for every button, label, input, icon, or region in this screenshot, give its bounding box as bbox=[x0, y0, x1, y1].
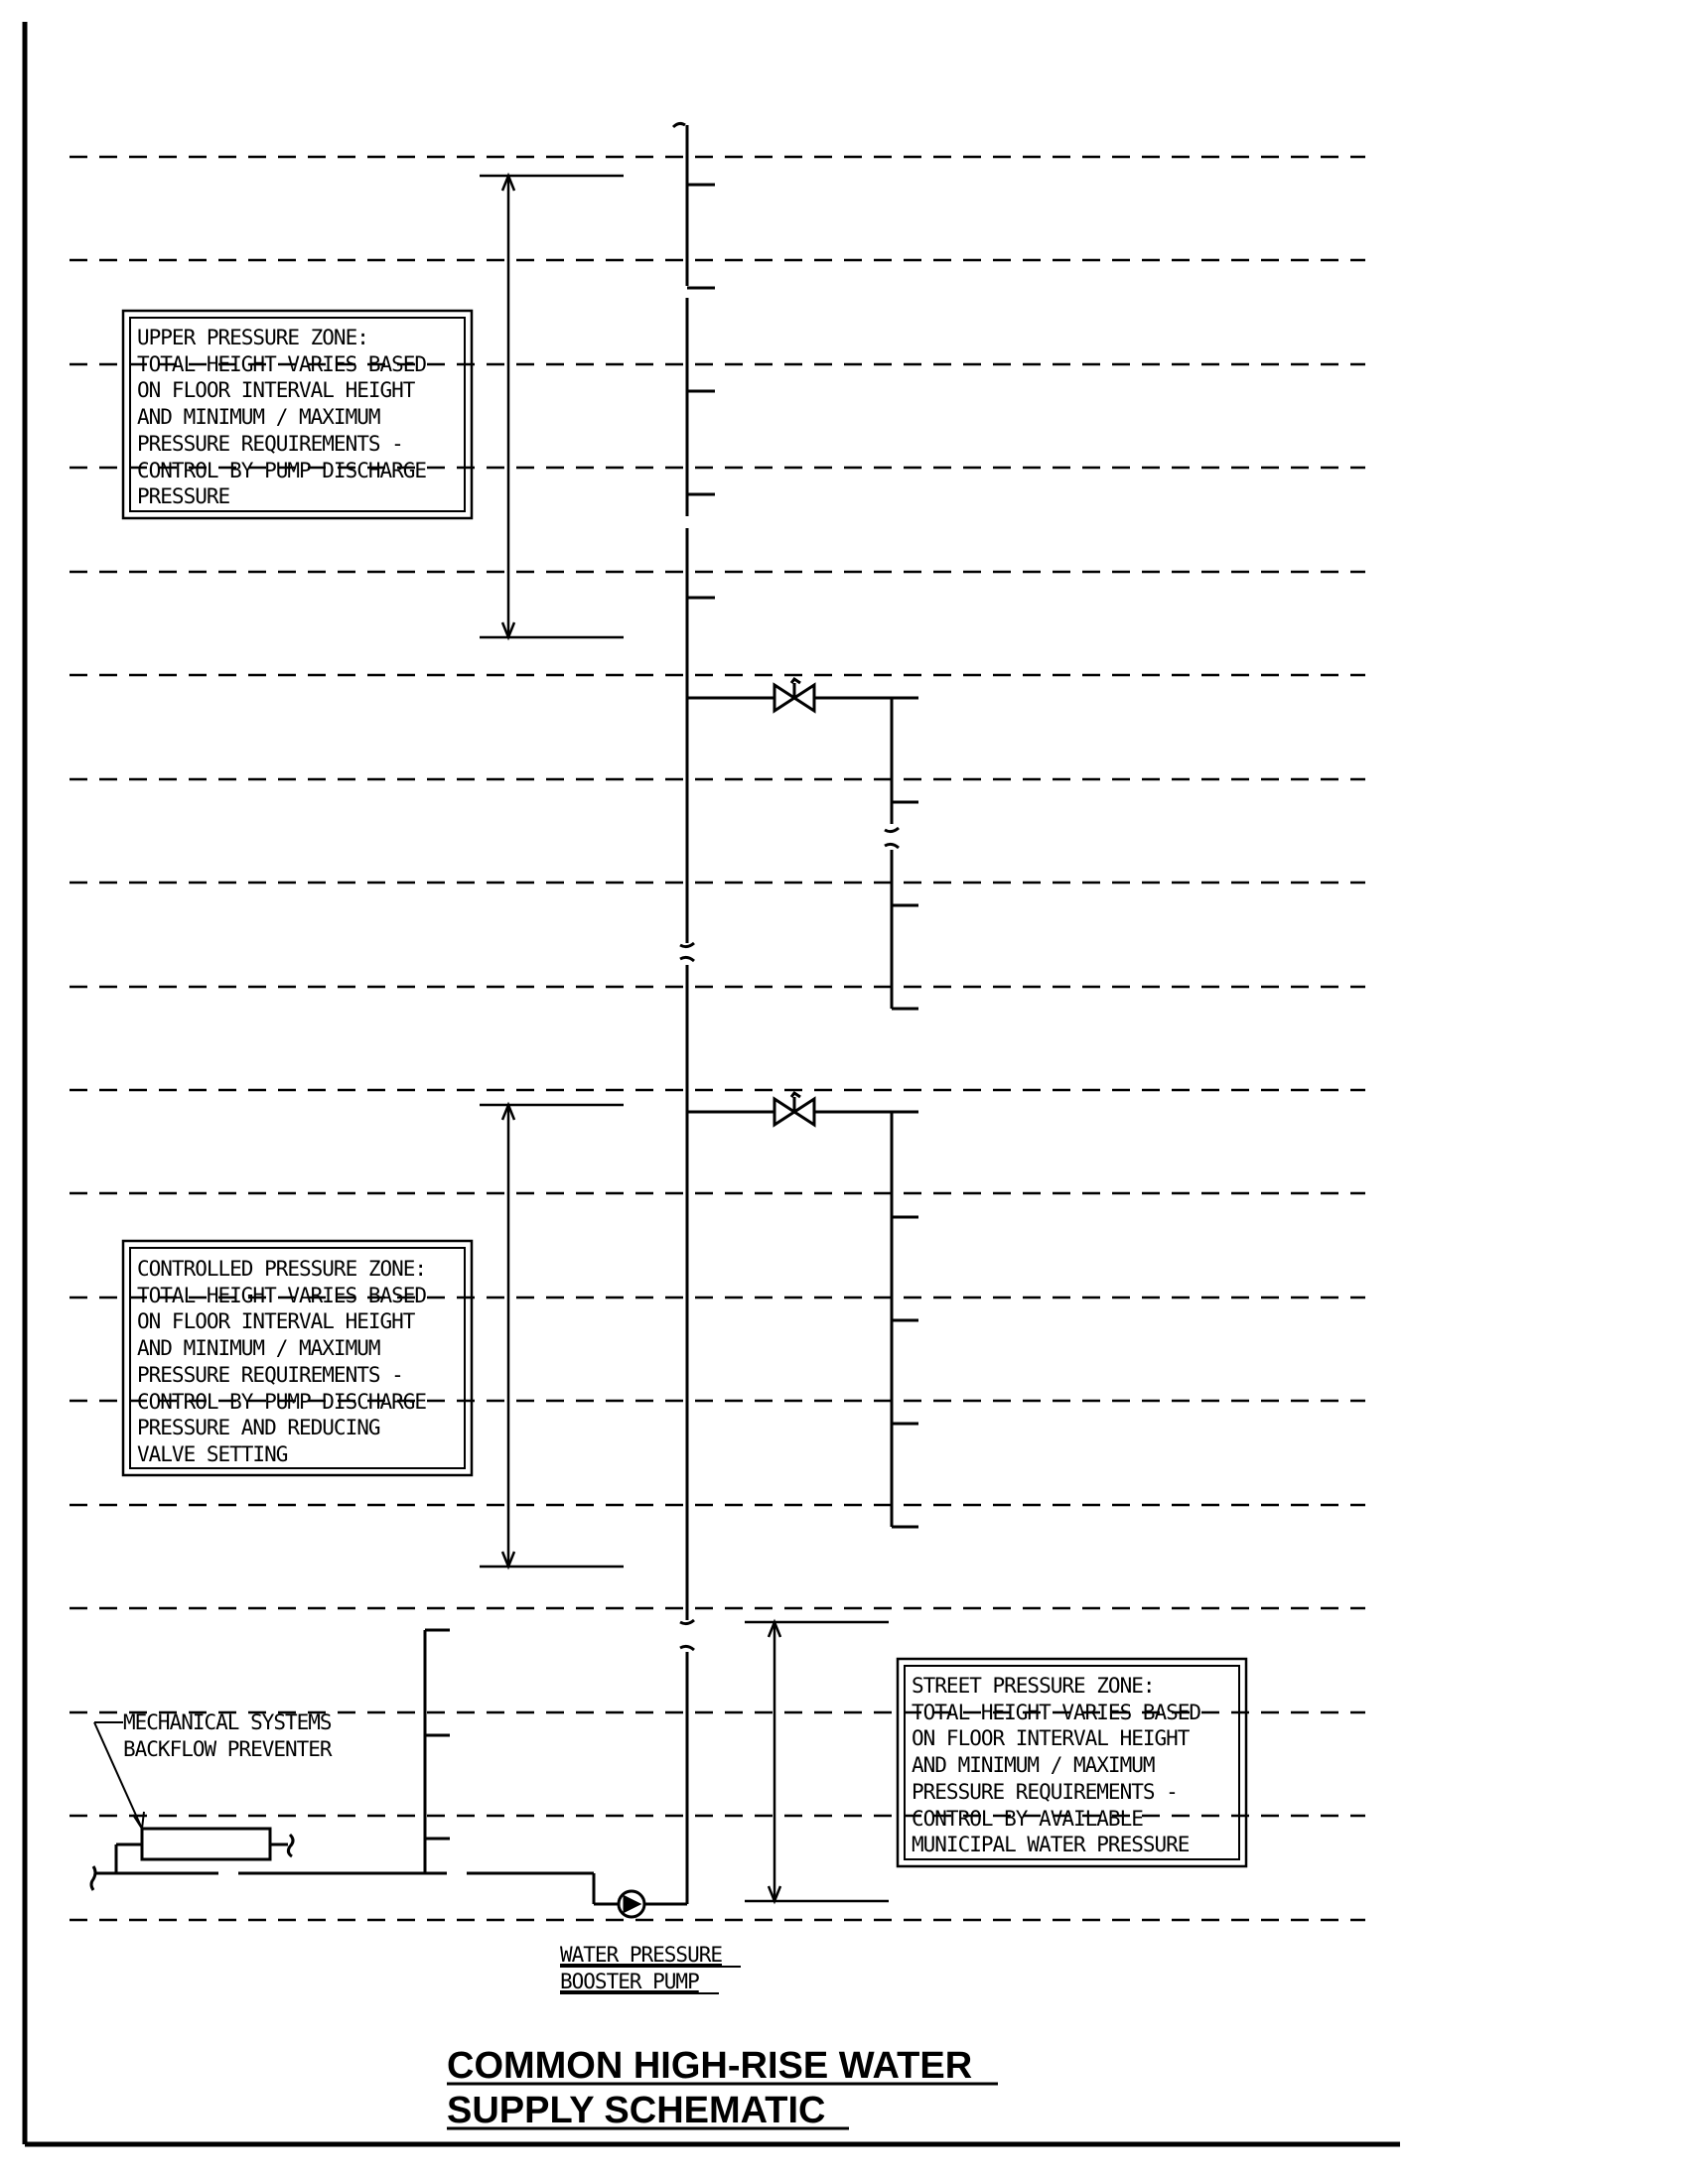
backflow-label-line-0: MECHANICAL SYSTEMS bbox=[123, 1710, 332, 1734]
controlled-zone-line-4: PRESSURE REQUIREMENTS - bbox=[137, 1363, 403, 1387]
upper-zone-line-2: ON FLOOR INTERVAL HEIGHT bbox=[137, 378, 415, 402]
street-zone-line-4: PRESSURE REQUIREMENTS - bbox=[912, 1780, 1178, 1804]
upper-zone-line-4: PRESSURE REQUIREMENTS - bbox=[137, 432, 403, 456]
controlled-zone-line-7: VALVE SETTING bbox=[137, 1442, 288, 1466]
upper-zone-line-5: CONTROL BY PUMP DISCHARGE bbox=[137, 459, 427, 482]
controlled-zone-line-5: CONTROL BY PUMP DISCHARGE bbox=[137, 1390, 427, 1414]
street-zone-line-5: CONTROL BY AVAILABLE bbox=[912, 1807, 1143, 1831]
dimension-upper bbox=[480, 176, 624, 637]
controlled-zone-line-3: AND MINIMUM / MAXIMUM bbox=[137, 1336, 380, 1360]
booster-pump-icon bbox=[619, 1891, 644, 1917]
street-zone-branch bbox=[425, 1630, 450, 1873]
controlled-zone-line-0: CONTROLLED PRESSURE ZONE: bbox=[137, 1257, 427, 1281]
pump-label-line-1: BOOSTER PUMP bbox=[560, 1970, 699, 1993]
controlled-zone-line-6: PRESSURE AND REDUCING bbox=[137, 1416, 380, 1439]
backflow-label-line-1: BACKFLOW PREVENTER bbox=[123, 1737, 332, 1761]
pump-label-line-0: WATER PRESSURE bbox=[560, 1943, 723, 1967]
drawing-title-line-1: COMMON HIGH-RISE WATER bbox=[447, 2045, 973, 2087]
riser-branch-stubs bbox=[687, 185, 715, 598]
upper-reducing-valve-branch bbox=[687, 698, 918, 1009]
drawing-title-line-2: SUPPLY SCHEMATIC bbox=[447, 2090, 826, 2131]
controlled-reducing-valve-branch bbox=[687, 1112, 918, 1527]
street-zone-note bbox=[898, 1659, 1246, 1866]
upper-zone-line-6: PRESSURE bbox=[137, 484, 230, 508]
street-zone-line-3: AND MINIMUM / MAXIMUM bbox=[912, 1753, 1155, 1777]
upper-zone-line-0: UPPER PRESSURE ZONE: bbox=[137, 326, 368, 349]
controlled-zone-line-2: ON FLOOR INTERVAL HEIGHT bbox=[137, 1309, 415, 1333]
street-zone-line-0: STREET PRESSURE ZONE: bbox=[912, 1674, 1155, 1698]
street-zone-line-2: ON FLOOR INTERVAL HEIGHT bbox=[912, 1726, 1190, 1750]
backflow-preventer bbox=[142, 1829, 270, 1859]
upper-zone-note bbox=[123, 311, 472, 518]
upper-zone-line-3: AND MINIMUM / MAXIMUM bbox=[137, 405, 380, 429]
street-zone-line-1: TOTAL HEIGHT VARIES BASED bbox=[912, 1701, 1201, 1724]
reducing-valve-upper bbox=[774, 679, 814, 711]
controlled-zone-line-1: TOTAL HEIGHT VARIES BASED bbox=[137, 1284, 427, 1307]
dimension-controlled bbox=[480, 1105, 624, 1567]
reducing-valve-controlled bbox=[774, 1093, 814, 1125]
upper-zone-line-1: TOTAL HEIGHT VARIES BASED bbox=[137, 352, 427, 376]
dimension-street bbox=[745, 1622, 889, 1901]
street-zone-line-6: MUNICIPAL WATER PRESSURE bbox=[912, 1833, 1190, 1856]
controlled-zone-note bbox=[123, 1241, 472, 1475]
